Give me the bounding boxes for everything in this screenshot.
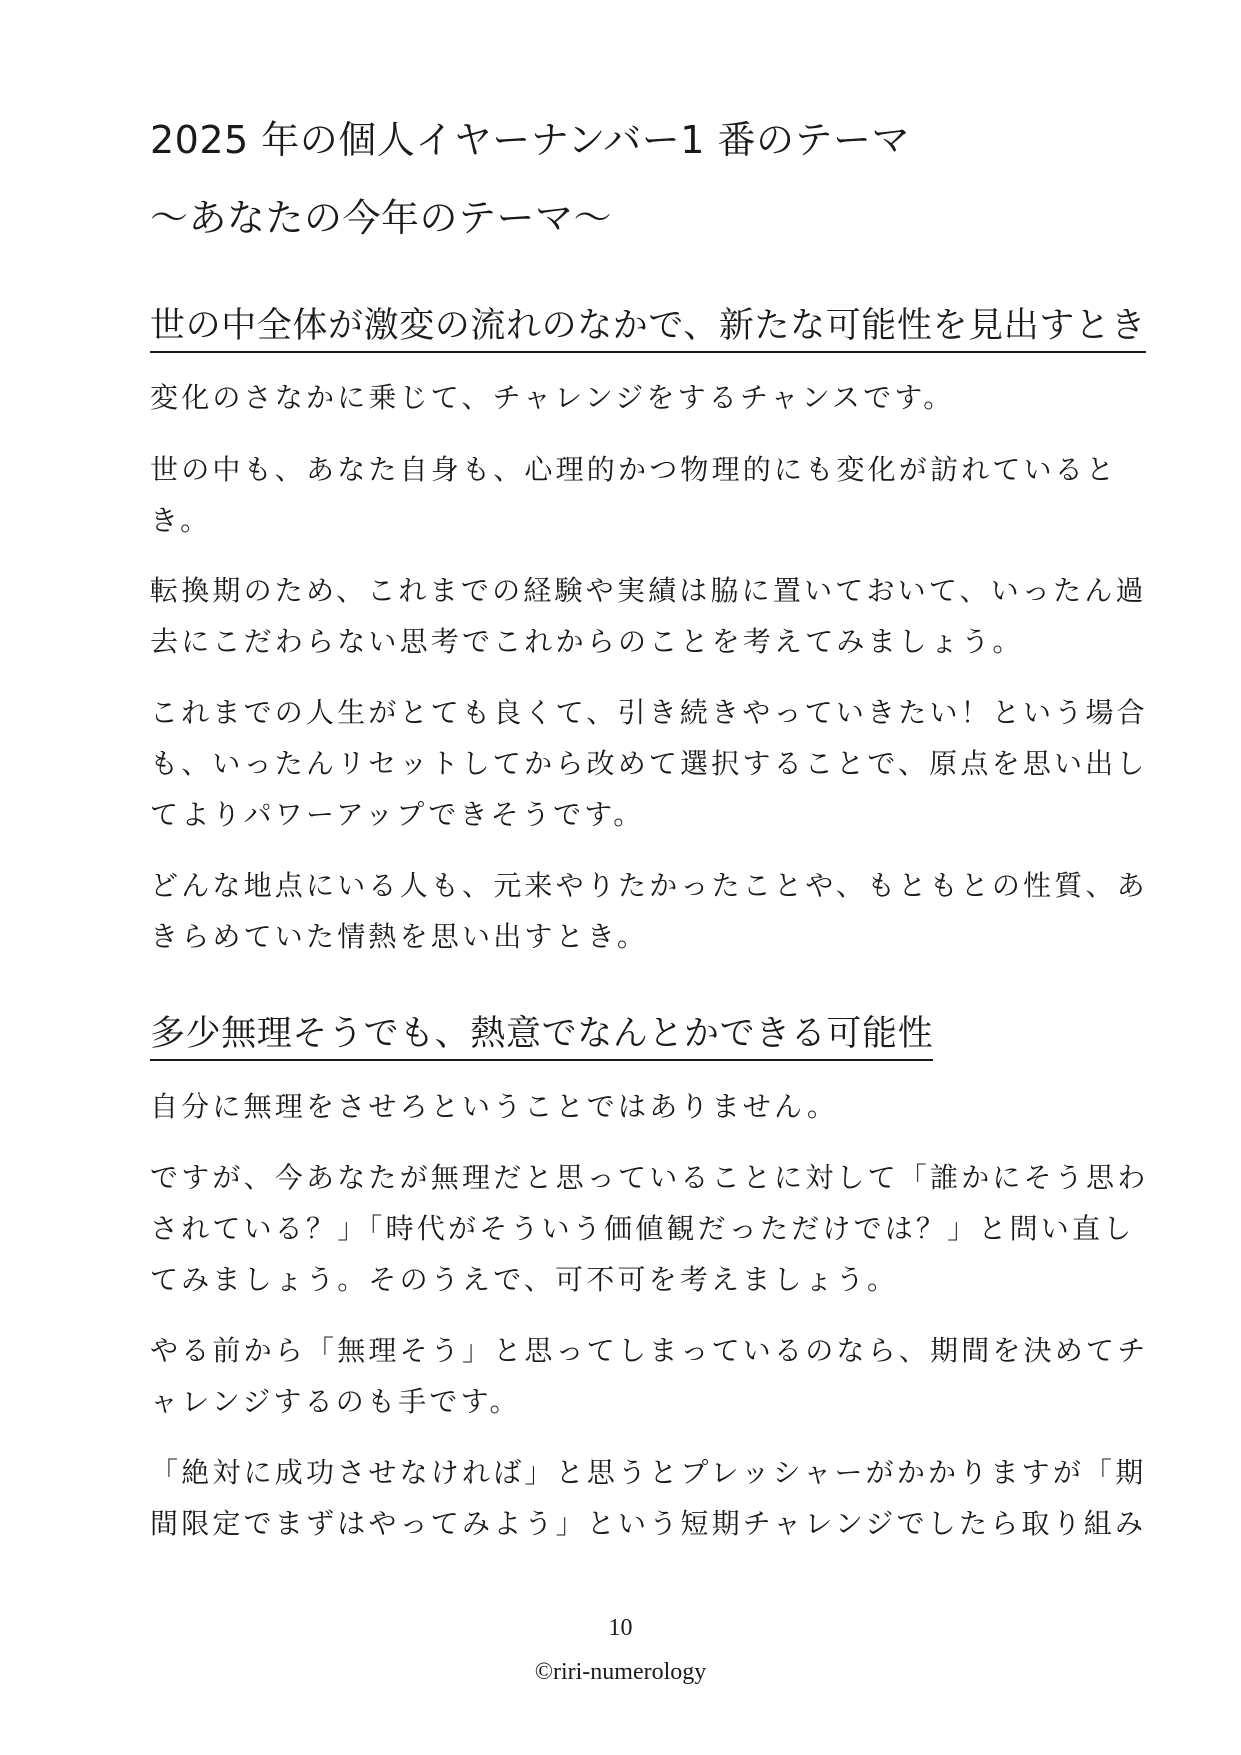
text-line: どんな地点にいる人も、元来やりたかったことや、もともとの性質、あ [150, 869, 1148, 902]
text-line: 去にこだわらない思考でこれからのことを考えてみましょう。 [150, 625, 1024, 658]
text-line: てみましょう。そのうえで、可不可を考えましょう。 [150, 1263, 899, 1296]
text-line: されている？」「時代がそういう価値観だっただけでは？」と問い直し [150, 1212, 1135, 1245]
text-line: てよりパワーアップできそうです。 [150, 798, 645, 831]
paragraph [150, 687, 1148, 840]
copyright-notice: ©riri-numerology [534, 1659, 707, 1685]
text-line: も、いったんリセットしてから改めて選択することで、原点を思い出し [150, 747, 1148, 780]
text-line: き。 [150, 504, 212, 537]
text-line: きらめていた情熱を思い出すとき。 [150, 920, 649, 953]
paragraph [150, 860, 1148, 962]
section-heading-1: 世の中全体が激変の流れのなかで、新たな可能性を見出すとき [150, 309, 1146, 353]
page-number: 10 [608, 1615, 633, 1641]
text-line: 「絶対に成功させなければ」と思うとプレッシャーがかかりますが「期 [150, 1456, 1147, 1489]
page-title: 2025 年の個人イヤーナンバー1 番のテーマ [150, 118, 910, 162]
paragraph [150, 372, 1090, 423]
paragraph [150, 444, 1118, 546]
text-line: 世の中も、あなた自身も、心理的かつ物理的にも変化が訪れていると [150, 453, 1118, 486]
page-subtitle: 〜あなたの今年のテーマ〜 [150, 196, 613, 240]
section-heading-2: 多少無理そうでも、熱意でなんとかできる可能性 [150, 1017, 933, 1061]
text-line: やる前から「無理そう」と思ってしまっているのなら、期間を決めてチ [150, 1334, 1149, 1367]
text-line: これまでの人生がとても良くて、引き続きやっていきたい！という場合 [150, 696, 1148, 729]
text-line: 変化のさなかに乗じて、チャレンジをするチャンスです。 [150, 381, 955, 414]
paragraph [150, 1081, 1090, 1132]
text-line: ですが、今あなたが無理だと思っていることに対して「誰かにそう思わ [150, 1161, 1149, 1194]
text-line: 間限定でまずはやってみよう」という短期チャレンジでしたら取り組み [150, 1507, 1147, 1540]
paragraph [150, 1152, 1149, 1305]
paragraph [150, 565, 1147, 667]
text-line: 転換期のため、これまでの経験や実績は脇に置いておいて、いったん過 [150, 574, 1147, 607]
paragraph [150, 1447, 1147, 1549]
text-line: ャレンジするのも手です。 [150, 1385, 521, 1418]
text-line: 自分に無理をさせろということではありません。 [150, 1090, 839, 1123]
paragraph [150, 1325, 1149, 1427]
